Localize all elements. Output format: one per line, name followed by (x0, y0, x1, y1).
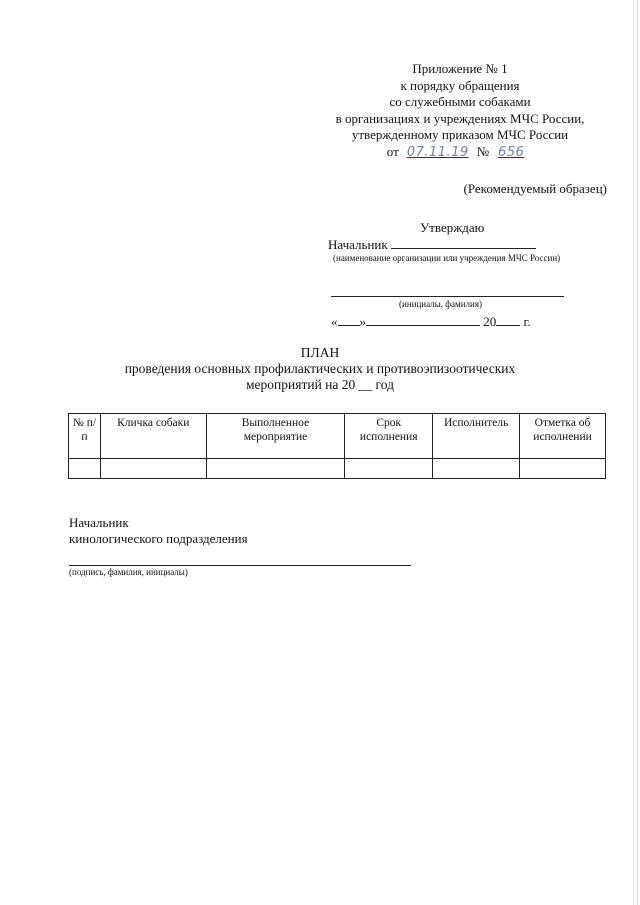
appendix-line: к порядку обращения (400, 77, 520, 93)
signature-caption: (подпись, фамилия, инициалы) (69, 567, 188, 577)
approval-date-line (331, 313, 531, 330)
order-from-prefix: от (386, 143, 399, 159)
table-cell (433, 459, 520, 479)
footer-chief-label: Начальник (69, 515, 129, 530)
plan-title: ПЛАН (300, 345, 340, 360)
table-cell (206, 459, 345, 479)
recommended-sample-label: (Рекомендуемый образец) (463, 181, 607, 196)
chief-label: Начальник (328, 237, 388, 252)
column-header-activity: Выполненное мероприятие (206, 414, 345, 459)
table-cell (69, 459, 101, 479)
column-header-dog-name: Кличка собаки (100, 414, 206, 459)
signature-blank (69, 565, 411, 566)
table-cell (100, 459, 206, 479)
table-cell (345, 459, 433, 479)
order-number-prefix: № (476, 143, 490, 159)
approve-word: Утверждаю (420, 220, 485, 235)
plan-table (68, 413, 606, 479)
year-suffix: г. (523, 314, 531, 329)
date-open-quote: « (331, 314, 338, 329)
column-header-completion-mark: Отметка об исполнении (520, 414, 606, 459)
table-row (69, 459, 606, 479)
appendix-line: со служебными собаками (389, 94, 531, 109)
year-blank (496, 313, 520, 326)
year-prefix: 20 (483, 314, 497, 329)
scan-edge (637, 0, 638, 905)
column-header-executor: Исполнитель (433, 414, 520, 459)
date-close-quote: » (359, 314, 366, 329)
signature-block (69, 515, 248, 547)
chief-approval-line (328, 236, 536, 253)
appendix-header (300, 61, 620, 161)
table-header-row (69, 414, 606, 459)
table-cell (520, 459, 606, 479)
plan-subtitle: проведения основных профилактических и противоэпизоотических (124, 361, 516, 376)
column-header-number: № п/п (69, 414, 101, 459)
plan-heading (0, 345, 640, 393)
day-blank (338, 313, 360, 326)
org-name-blank (391, 236, 536, 249)
initials-blank (331, 296, 564, 297)
footer-unit-label: кинологического подразделения (69, 531, 248, 546)
appendix-line: в организациях и учреждениях МЧС России, (335, 110, 585, 126)
column-header-deadline: Срок исполнения (345, 414, 433, 459)
appendix-line: утвержденному приказом МЧС России (351, 127, 569, 142)
initials-caption: (инициалы, фамилия) (399, 299, 482, 309)
plan-subtitle: мероприятий на 20 __ год (246, 377, 394, 392)
org-caption: (наименование организации или учреждения МЧС России) (333, 253, 561, 263)
month-blank (366, 313, 480, 326)
order-date-handwritten: 07.11.19 (406, 144, 469, 160)
order-reference (300, 144, 620, 162)
appendix-number: Приложение № 1 (412, 61, 508, 76)
scan-edge (633, 0, 634, 905)
order-number-handwritten: 656 (498, 144, 525, 160)
